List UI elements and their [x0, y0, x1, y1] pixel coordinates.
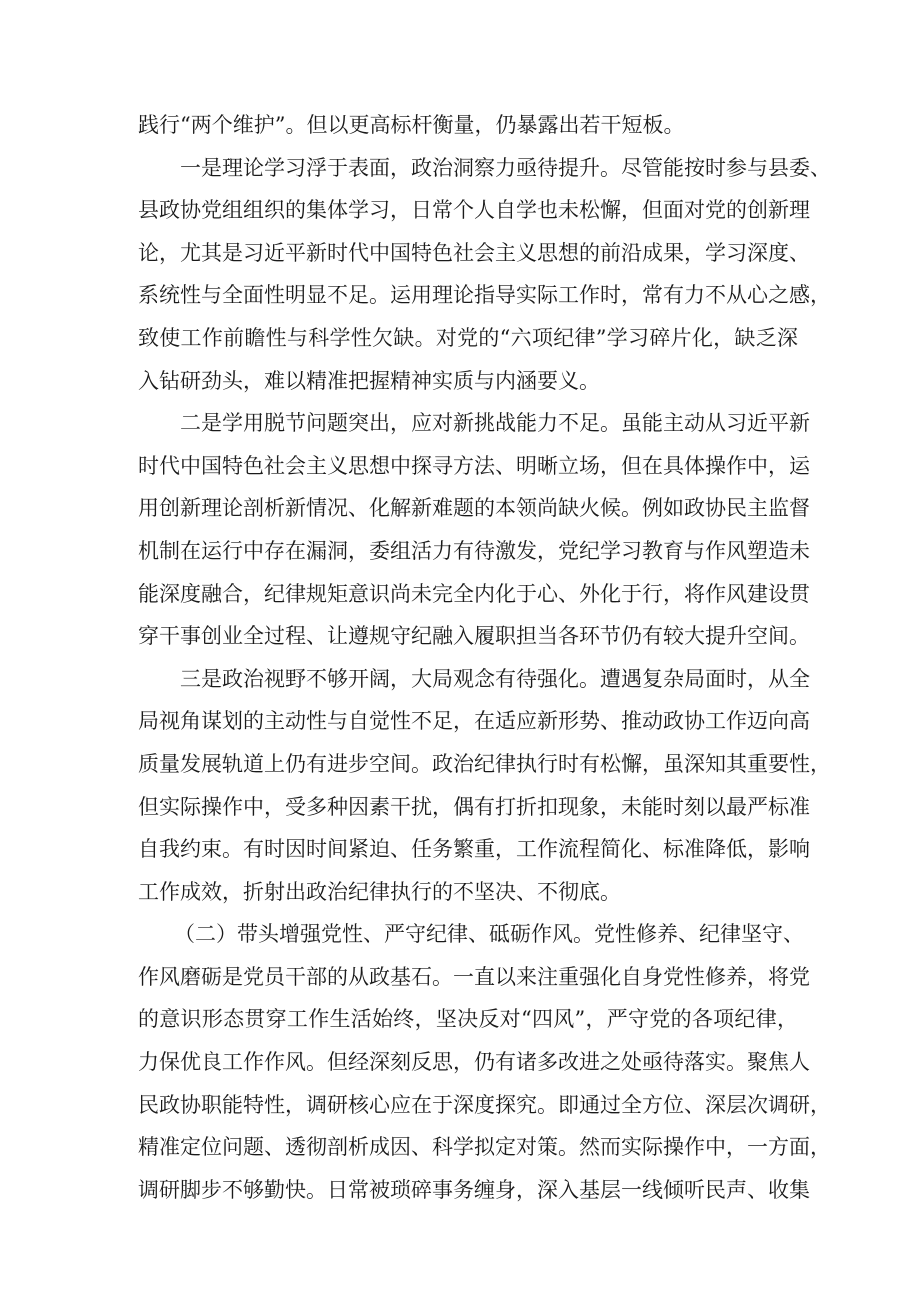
paragraph-line: 自我约束。有时因时间紧迫、任务繁重，工作流程简化、标准降低，影响	[138, 837, 810, 862]
paragraph-line: 的意识形态贯穿工作生活始终，坚决反对“四风”，严守党的各项纪律，	[138, 1007, 798, 1032]
paragraph-line: 但实际操作中，受多种因素干扰，偶有打折扣现象，未能时刻以最严标准	[138, 794, 810, 819]
paragraph-line: 工作成效，折射出政治纪律执行的不坚决、不彻底。	[138, 879, 621, 904]
paragraph-line: 机制在运行中存在漏洞，委组活力有待激发，党纪学习教育与作风塑造未	[138, 538, 810, 563]
paragraph-line: 一是理论学习浮于表面，政治洞察力亟待提升。尽管能按时参与县委、	[180, 155, 831, 180]
paragraph-line: 用创新理论剖析新情况、化解新难题的本领尚缺火候。例如政协民主监督	[138, 496, 810, 521]
paragraph-line: 践行“两个维护”。但以更高标杆衡量，仍暴露出若干短板。	[138, 113, 685, 137]
paragraph-line: 三是政治视野不够开阔，大局观念有待强化。遭遇复杂局面时，从全	[180, 666, 810, 691]
paragraph-line: 作风磨砺是党员干部的从政基石。一直以来注重强化自身党性修养，将党	[138, 964, 810, 989]
paragraph-line: 系统性与全面性明显不足。运用理论指导实际工作时，常有力不从心之感，	[138, 283, 831, 308]
paragraph-line: 能深度融合，纪律规矩意识尚未完全内化于心、外化于行，将作风建设贯	[138, 581, 810, 606]
paragraph-line: 论，尤其是习近平新时代中国特色社会主义思想的前沿成果，学习深度、	[138, 240, 810, 265]
paragraph-line: 穿干事创业全过程、让遵规守纪融入履职担当各环节仍有较大提升空间。	[138, 624, 810, 649]
paragraph-line: 局视角谋划的主动性与自觉性不足，在适应新形势、推动政协工作迈向高	[138, 709, 810, 734]
paragraph-line: 致使工作前瞻性与科学性欠缺。对党的“六项纪律”学习碎片化，缺乏深	[138, 325, 798, 350]
paragraph-line: 精准定位问题、透彻剖析成因、科学拟定对策。然而实际操作中，一方面，	[138, 1135, 831, 1160]
paragraph-line: 调研脚步不够勤快。日常被琐碎事务缠身，深入基层一线倾听民声、收集	[138, 1177, 810, 1202]
paragraph-line: 民政协职能特性，调研核心应在于深度探究。即通过全方位、深层次调研，	[138, 1092, 831, 1117]
paragraph-line: 入钻研劲头，难以精准把握精神实质与内涵要义。	[138, 368, 600, 393]
paragraph-line: 力保优良工作作风。但经深刻反思，仍有诸多改进之处亟待落实。聚焦人	[138, 1050, 810, 1075]
document-body	[138, 104, 831, 1211]
paragraph-line: 质量发展轨道上仍有进步空间。政治纪律执行时有松懈，虽深知其重要性，	[138, 751, 831, 776]
paragraph-line: 时代中国特色社会主义思想中探寻方法、明晰立场，但在具体操作中，运	[138, 453, 810, 478]
paragraph-line: 县政协党组组织的集体学习，日常个人自学也未松懈，但面对党的创新理	[138, 198, 810, 223]
paragraph-line: 二是学用脱节问题突出，应对新挑战能力不足。虽能主动从习近平新	[180, 411, 810, 436]
section-heading-line: （二）带头增强党性、严守纪律、砥砺作风。党性修养、纪律坚守、	[174, 922, 804, 947]
